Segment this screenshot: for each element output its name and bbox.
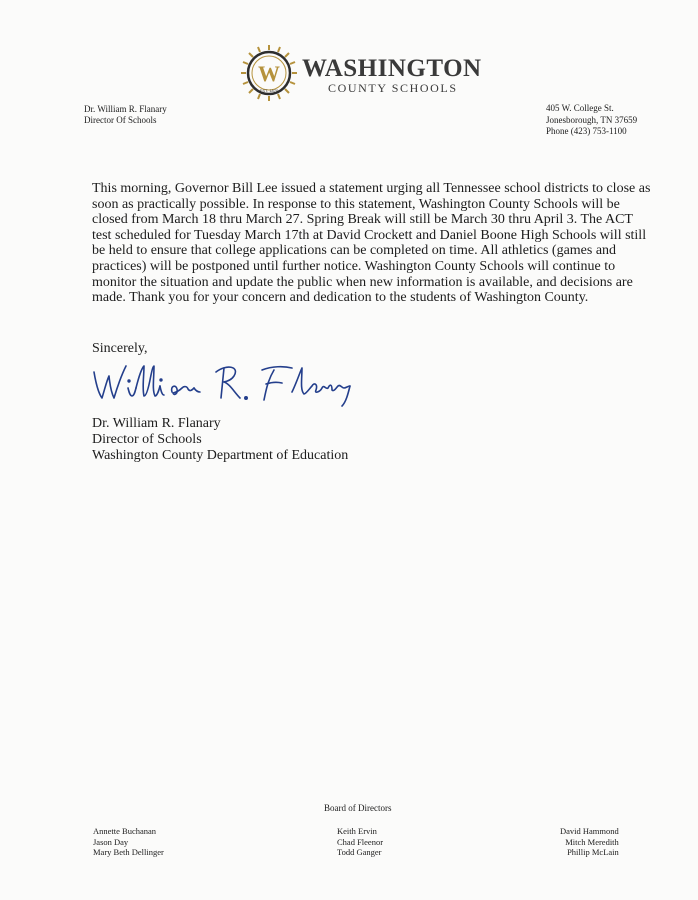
address-street: 405 W. College St. <box>546 103 614 113</box>
board-member: Keith Ervin <box>337 826 377 836</box>
address-city: Jonesborough, TN 37659 <box>546 114 638 125</box>
board-column-right <box>560 826 619 858</box>
district-seal-icon <box>240 44 298 102</box>
board-column-center <box>337 826 383 858</box>
salutation: Sincerely, <box>92 341 148 356</box>
board-member: Chad Fleenor <box>337 836 384 847</box>
district-subname: COUNTY SCHOOLS <box>328 81 458 95</box>
signer-title: Director of Schools <box>92 432 202 447</box>
board-member: Jason Day <box>93 836 129 847</box>
letterhead-logo <box>240 44 490 104</box>
seal-text: EST. 1870 <box>259 88 279 93</box>
board-member: David Hammond <box>560 826 619 836</box>
sender-title: Director Of Schools <box>84 115 157 125</box>
signature-image <box>92 358 362 408</box>
signer-org: Washington County Department of Education <box>92 448 349 463</box>
sender-block <box>84 104 167 126</box>
signature-block <box>92 416 348 464</box>
address-phone: Phone (423) 753-1100 <box>546 126 627 136</box>
board-member: Annette Buchanan <box>93 826 157 836</box>
board-member: Mary Beth Dellinger <box>93 847 164 857</box>
board-member: Todd Ganger <box>337 847 382 857</box>
board-member: Phillip McLain <box>567 847 619 857</box>
body-paragraph: This morning, Governor Bill Lee issued a statement urging all Tennessee school districts to close as soon as practically possible. In response to this statement, Washington County Schools will be closed from March 18 thru March 27. Spring Break will still be March 30 thru April 3. The ACT test scheduled for Tuesday March 17th at David Crockett and Daniel Boone High Schools will still be held to ensure that college applications can be completed on time. All athletics (games and practices) will be postponed until further notice. Washington County Schools will continue to monitor the situation and update the public when new information is available, and decisions are made. Thank you for your concern and dedication to the students of Washington County. <box>92 181 651 306</box>
board-member: Mitch Meredith <box>565 836 619 847</box>
address-block <box>546 103 637 138</box>
signer-name: Dr. William R. Flanary <box>92 416 221 431</box>
district-name: WASHINGTON <box>302 55 482 82</box>
board-column-left <box>93 826 164 858</box>
letter-body <box>92 181 652 306</box>
board-title: Board of Directors <box>324 803 392 813</box>
sender-name: Dr. William R. Flanary <box>84 104 167 114</box>
logo-letter: W <box>258 61 280 86</box>
